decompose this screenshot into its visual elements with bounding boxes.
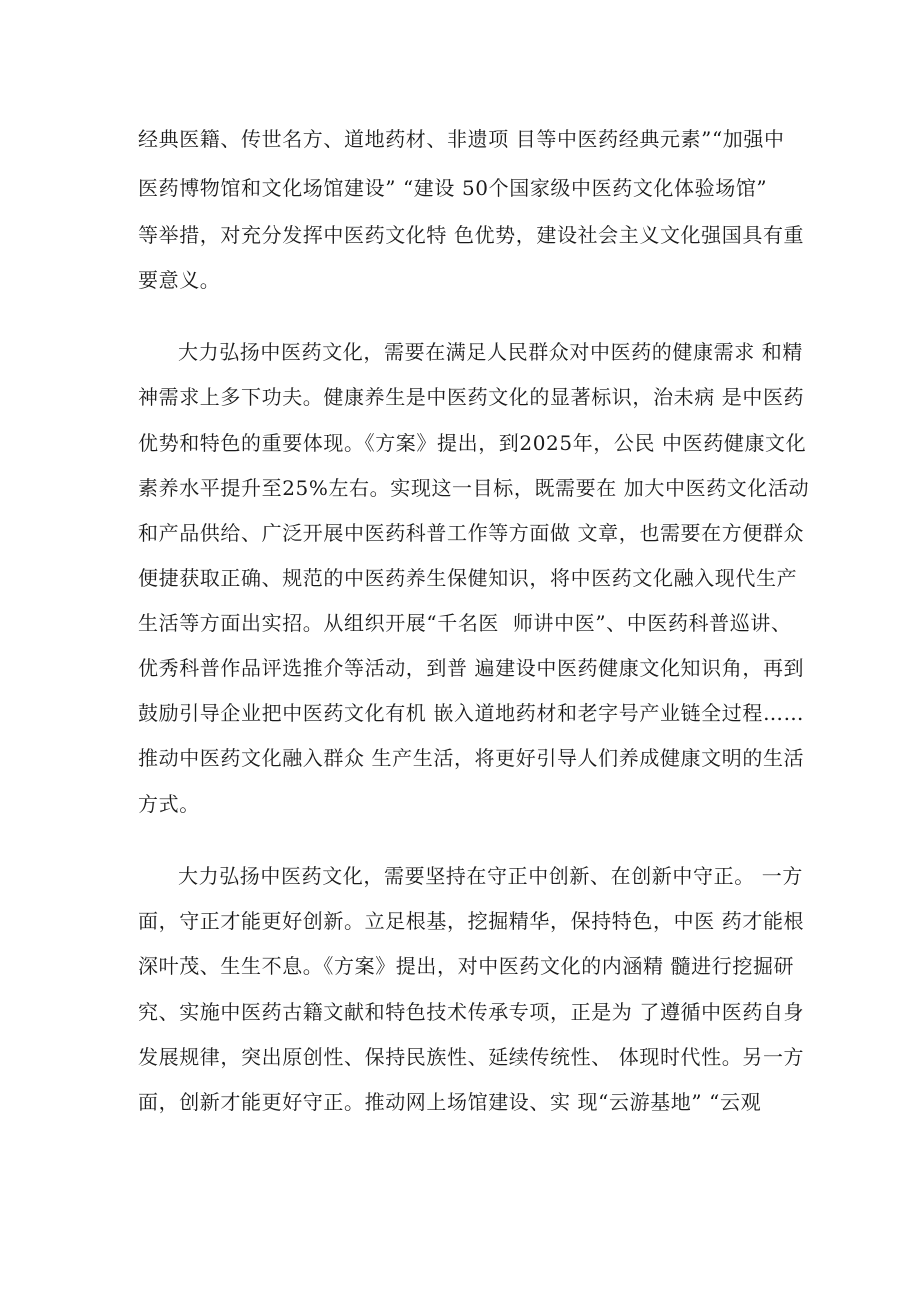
paragraph-2-line-5: 和产品供给、广泛开展中医药科普工作等方面做 文章，也需要在方便群众 xyxy=(138,521,805,545)
paragraph-1-line-2: 医药博物馆和文化场馆建设” “建设 50个国家级中医药文化体验场馆” xyxy=(138,176,768,200)
paragraph-3-line-6: 面，创新才能更好守正。推动网上场馆建设、实 现“云游基地” “云观 xyxy=(138,1090,762,1114)
paragraph-1-line-1: 经典医籍、传世名方、道地药材、非遗项 目等中医药经典元素”“加强中 xyxy=(138,127,785,151)
paragraph-2-line-3: 优势和特色的重要体现。《方案》提出，到2025年，公民 中医药健康文化 xyxy=(138,431,807,455)
paragraph-3-line-2: 面，守正才能更好创新。立足根基，挖掘精华，保持特色，中医 药才能根 xyxy=(138,909,805,933)
paragraph-1-line-3: 等举措，对充分发挥中医药文化特 色优势，建设社会主义文化强国具有重 xyxy=(138,223,805,247)
paragraph-2-line-9: 鼓励引导企业把中医药文化有机 嵌入道地药材和老字号产业链全过程…… xyxy=(138,701,805,725)
paragraph-2-line-10: 推动中医药文化融入群众 生产生活，将更好引导人们养成健康文明的生活 xyxy=(138,746,805,770)
paragraph-2-line-11: 方式。 xyxy=(138,792,200,816)
paragraph-2-line-4: 素养水平提升至25%左右。实现这一目标，既需要在 加大中医药文化活动 xyxy=(138,476,810,500)
paragraph-3-line-5: 发展规律，突出原创性、保持民族性、延续传统性、 体现时代性。另一方 xyxy=(138,1045,805,1069)
paragraph-2-line-2: 神需求上多下功夫。健康养生是中医药文化的显著标识，治未病 是中医药 xyxy=(138,385,805,409)
paragraph-2-line-8: 优秀科普作品评选推介等活动，到普 遍建设中医药健康文化知识角，再到 xyxy=(138,656,805,680)
paragraph-2-line-1: 大力弘扬中医药文化，需要在满足人民群众对中医药的健康需求 和精 xyxy=(178,340,803,364)
paragraph-2-line-7: 生活等方面出实招。从组织开展“千名医 师讲中医”、中医药科普巡讲、 xyxy=(138,611,792,635)
paragraph-2-line-6: 便捷获取正确、规范的中医药养生保健知识，将中医药文化融入现代生产 xyxy=(138,566,798,590)
paragraph-3-line-1: 大力弘扬中医药文化，需要坚持在守正中创新、在创新中守正。 一方 xyxy=(178,864,803,888)
paragraph-1-line-4: 要意义。 xyxy=(138,268,221,292)
paragraph-3-line-4: 究、实施中医药古籍文献和特色技术传承专项，正是为 了遵循中医药自身 xyxy=(138,1000,805,1024)
paragraph-3-line-3: 深叶茂、生生不息。《方案》提出，对中医药文化的内涵精 髓进行挖掘研 xyxy=(138,954,795,978)
